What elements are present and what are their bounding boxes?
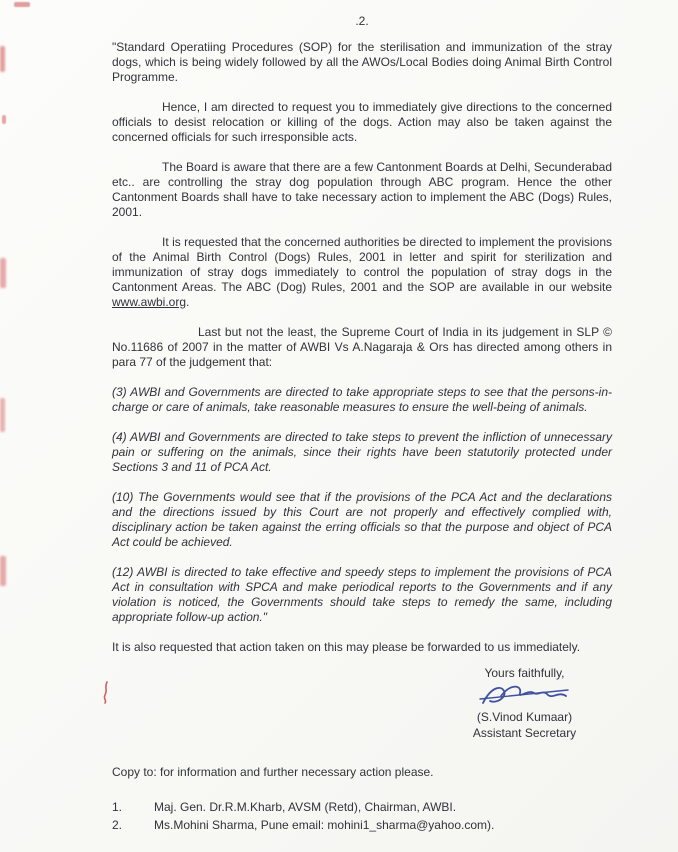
awbi-website-link[interactable]: www.awbi.org <box>112 295 187 309</box>
list-item <box>112 818 612 833</box>
scan-mark <box>0 46 5 72</box>
list-item-text: Ms.Mohini Sharma, Pune email: mohini1_sharma@yahoo.com). <box>154 818 495 832</box>
paragraph-abc-rules-end: . <box>186 295 190 309</box>
paragraph-sop: "Standard Operatiing Procedures (SOP) for the sterilisation and immunization of the stray dogs, which is being widely followed by all the AWOs/Local Bodies doing Animal Birth Control Programme. <box>112 40 612 84</box>
paragraph-cantonment-boards: The Board is aware that there are a few Cantonment Boards at Delhi, Secunderabad etc.. are controlling the stray dog population through ABC program. Hence the other Cantonment Boards shall have to take necessary action to implement the ABC (Dogs) Rules, 2001. <box>112 160 612 219</box>
copy-to-heading: Copy to: for information and further necessary action please. <box>112 765 434 779</box>
list-item <box>112 800 612 815</box>
judgement-quote-4: (4) AWBI and Governments are directed to take steps to prevent the infliction of unnecessary pain or suffering on the animals, since their rights have been statutorily protected under Sections 3 and 11 of PCA Act. <box>112 430 612 474</box>
page-number: .2. <box>355 14 369 28</box>
paragraph-abc-rules <box>112 235 612 310</box>
valediction: Yours faithfully, <box>484 666 565 680</box>
paragraph-abc-rules-text: It is requested that the concerned authorities be directed to implement the provisions of the Animal Birth Control (Dogs) Rules, 2001 in letter and spirit for sterilization and immunization of stray dogs immediately to control the population of stray dogs in the Cantonment Areas. The ABC (Dog) Rules, 2001 and the SOP are available in our website <box>112 235 612 294</box>
judgement-quote-12: (12) AWBI is directed to take effective and speedy steps to implement the provisions of PCA Act in consultation with SPCA and make periodical reports to the Governments and if any violation is noticed, the Governments should take steps to remedy the same, including appropriate follow-up action." <box>112 565 612 624</box>
scan-mark <box>0 556 6 586</box>
scan-mark <box>14 2 30 7</box>
judgement-quote-3: (3) AWBI and Governments are directed to take appropriate steps to see that the persons-in-charge or care of animals, take reasonable measures to ensure the well-being of animals. <box>112 385 612 414</box>
judgement-quote-10: (10) The Governments would see that if the provisions of the PCA Act and the declarations and the directions issued by this Court are not properly and effectively complied with, disciplinary action be taken against the erring officials so that the purpose and object of PCA Act could be achieved. <box>112 490 612 549</box>
scan-mark <box>2 115 6 124</box>
paragraph-directions: Hence, I am directed to request you to immediately give directions to the concerned officials to desist relocation or killing of the dogs. Action may also be taken against the concerned officials for such irresponsible acts. <box>112 100 612 144</box>
list-item-number: 2. <box>112 818 123 832</box>
list-item-number: 1. <box>112 800 123 814</box>
copy-to-section <box>112 765 612 833</box>
paragraph-action-taken: It is also requested that action taken on this may please be forwarded to us immediately. <box>112 640 581 654</box>
scan-mark <box>0 258 6 288</box>
signature-ink <box>477 681 572 709</box>
copy-to-list <box>112 800 612 833</box>
signatory-name: (S.Vinod Kumaar) <box>476 710 573 724</box>
letter-content <box>112 14 612 836</box>
scan-mark <box>0 398 5 432</box>
paragraph-supreme-court: Last but not the least, the Supreme Court of India in its judgement in SLP © No.11686 of 2007 in the matter of AWBI Vs A.Nagaraja & Ors has directed among others in para 77 of the judgement that: <box>112 325 612 369</box>
closing-block <box>437 665 612 741</box>
signatory-title: Assistant Secretary <box>472 726 577 740</box>
list-item-text: Maj. Gen. Dr.R.M.Kharb, AVSM (Retd), Chairman, AWBI. <box>154 800 457 814</box>
signature <box>437 681 612 709</box>
